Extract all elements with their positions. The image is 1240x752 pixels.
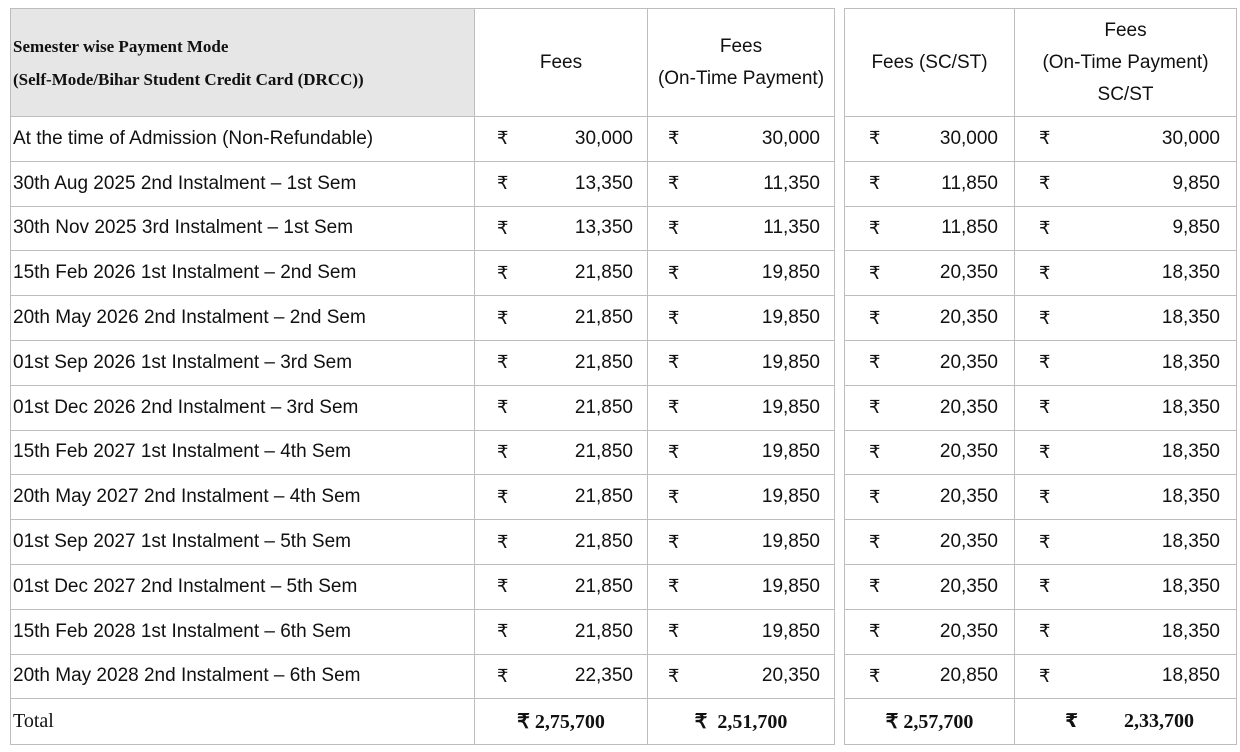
instalment-label: 15th Feb 2028 1st Instalment – 6th Sem [11,609,475,654]
instalment-label: 15th Feb 2026 1st Instalment – 2nd Sem [11,251,475,296]
fees-ontime-cell [648,206,835,251]
fees-ontime-scst-cell [1015,340,1237,385]
fees-ontime-scst-cell [1015,161,1237,206]
fees-ontime-cell-value: 19,850 [761,620,820,642]
fees-ontime-cell [648,117,835,162]
rupee-icon: ₹ [668,307,680,329]
fees-ontime-cell [648,654,835,699]
fees-ontime-cell-value: 11,350 [763,217,820,239]
table-row [845,385,1237,430]
rupee-icon: ₹ [1039,262,1051,284]
rupee-icon: ₹ [497,397,509,419]
fees-ontime-cell [648,520,835,565]
fees-ontime-scst-cell [1015,520,1237,565]
rupee-icon: ₹ [1039,217,1051,239]
fees-scst-cell [845,520,1015,565]
fees-scst-cell-value: 20,350 [939,486,998,508]
rupee-icon: ₹ [1039,397,1051,419]
rupee-icon: ₹ [668,621,680,643]
fees-scst-cell-value: 20,350 [939,396,998,418]
table-row [11,654,835,699]
rupee-icon: ₹ [1039,486,1051,508]
rupee-icon: ₹ [869,352,881,374]
rupee-icon: ₹ [668,486,680,508]
table-row [11,251,835,296]
rupee-icon: ₹ [497,352,509,374]
rupee-icon: ₹ [497,217,509,239]
instalment-label: 01st Dec 2026 2nd Instalment – 3rd Sem [11,385,475,430]
fees-ontime-cell-value: 19,850 [761,307,820,329]
rupee-icon: ₹ [1039,441,1051,463]
fees-ontime-scst-cell-value: 18,350 [1161,262,1220,284]
instalment-label: 01st Sep 2026 1st Instalment – 3rd Sem [11,340,475,385]
table-row [11,430,835,475]
rupee-icon: ₹ [668,531,680,553]
rupee-icon: ₹ [1039,173,1051,195]
table-row [845,251,1237,296]
rupee-icon: ₹ [869,621,881,643]
fees-scst-cell [845,564,1015,609]
fees-cell-value: 30,000 [574,127,633,149]
fees-ontime-cell-value: 11,350 [763,172,820,194]
fees-cell [475,117,648,162]
fees-ontime-scst-cell [1015,654,1237,699]
table-row [845,475,1237,520]
rupee-icon: ₹ [497,307,509,329]
rupee-icon: ₹ [497,576,509,598]
table-row [845,340,1237,385]
fees-ontime-scst-cell [1015,296,1237,341]
fees-ontime-scst-cell [1015,206,1237,251]
table-row [11,475,835,520]
rupee-icon: ₹ [869,217,881,239]
table-row [11,340,835,385]
fees-cell [475,520,648,565]
table-row [11,385,835,430]
fees-cell [475,609,648,654]
rupee-icon: ₹ [1039,352,1051,374]
fees-ontime-cell-value: 19,850 [761,575,820,597]
total-fees-scst: ₹ 2,57,700 [845,699,1015,745]
rupee-icon: ₹ [869,665,881,687]
rupee-icon: ₹ [1039,665,1051,687]
fees-scst-cell [845,609,1015,654]
instalment-label: 15th Feb 2027 1st Instalment – 4th Sem [11,430,475,475]
payment-mode-header [11,9,475,117]
fees-ontime-scst-cell-value: 18,350 [1161,351,1220,373]
rupee-icon: ₹ [869,531,881,553]
fees-cell-value: 13,350 [574,172,633,194]
fees-scst-cell-value: 20,850 [939,665,998,687]
fees-ontime-cell [648,564,835,609]
rupee-icon: ₹ [869,576,881,598]
fee-structure [10,8,1236,746]
fees-ontime-cell-value: 20,350 [761,665,820,687]
total-row-scst [845,699,1237,745]
fees-scst-cell-value: 20,350 [939,441,998,463]
rupee-icon: ₹ [668,128,680,150]
fees-ontime-scst-cell-value: 30,000 [1161,127,1220,149]
table-row [845,520,1237,565]
instalment-label: At the time of Admission (Non-Refundable) [11,117,475,162]
fees-ontime-cell-value: 19,850 [761,262,820,284]
fees-scst-cell [845,430,1015,475]
fees-scst-cell [845,385,1015,430]
fees-ontime-cell-value: 19,850 [761,531,820,553]
fees-scst-cell [845,206,1015,251]
rupee-icon: ₹ [1039,307,1051,329]
rupee-icon: ₹ [869,441,881,463]
rupee-icon: ₹ [869,128,881,150]
fees-cell-value: 21,850 [574,531,633,553]
fees-scst-cell-value: 11,850 [941,172,998,194]
rupee-icon: ₹ [1039,128,1051,150]
table-row [845,609,1237,654]
fees-scst-cell [845,251,1015,296]
fees-ontime-scst-cell-value: 18,350 [1161,531,1220,553]
fees-ontime-scst-cell-value: 18,350 [1161,486,1220,508]
table-row [845,430,1237,475]
fees-ontime-cell [648,609,835,654]
rupee-icon: ₹ [1039,531,1051,553]
rupee-icon: ₹ [1039,621,1051,643]
fees-scst-cell-value: 20,350 [939,262,998,284]
fees-scst-cell [845,340,1015,385]
instalment-label: 01st Sep 2027 1st Instalment – 5th Sem [11,520,475,565]
fees-ontime-cell [648,385,835,430]
rupee-icon: ₹ [668,665,680,687]
fees-cell [475,564,648,609]
fees-ontime-scst-cell [1015,385,1237,430]
table-row [11,609,835,654]
fees-scst-cell-value: 20,350 [939,307,998,329]
fees-ontime-scst-cell [1015,564,1237,609]
rupee-icon: ₹ [497,531,509,553]
table-row [11,206,835,251]
rupee-icon: ₹ [497,262,509,284]
fees-cell-value: 21,850 [574,351,633,373]
payment-mode-subtitle: (Self-Mode/Bihar Student Credit Card (DRCC)) [13,69,364,89]
instalment-label: 30th Nov 2025 3rd Instalment – 1st Sem [11,206,475,251]
fee-table-general [10,8,835,745]
fees-ontime-cell-value: 19,850 [761,396,820,418]
rupee-icon: ₹ [497,441,509,463]
fees-ontime-scst-cell [1015,475,1237,520]
rupee-icon: ₹ [1039,576,1051,598]
table-row [845,117,1237,162]
fees-ontime-cell [648,475,835,520]
fees-scst-cell-value: 20,350 [939,351,998,373]
fees-scst-header: Fees (SC/ST) [845,9,1015,117]
fees-ontime-scst-cell-value: 18,350 [1161,396,1220,418]
fees-scst-cell-value: 11,850 [941,217,998,239]
rupee-icon: ₹ [668,262,680,284]
fees-ontime-scst-cell-value: 18,850 [1161,665,1220,687]
fees-cell [475,251,648,296]
fees-scst-cell [845,161,1015,206]
fees-cell-value: 21,850 [574,307,633,329]
fees-ontime-scst-cell [1015,117,1237,162]
fees-ontime-cell-value: 19,850 [761,441,820,463]
instalment-label: 30th Aug 2025 2nd Instalment – 1st Sem [11,161,475,206]
rupee-icon: ₹ [497,486,509,508]
fees-scst-cell-value: 20,350 [939,575,998,597]
rupee-icon: ₹ [668,441,680,463]
fees-cell-value: 21,850 [574,262,633,284]
fees-cell [475,161,648,206]
fees-ontime-scst-cell-value: 18,350 [1161,441,1220,463]
instalment-label: 20th May 2026 2nd Instalment – 2nd Sem [11,296,475,341]
fees-ontime-cell [648,296,835,341]
total-fees-ontime-scst [1015,699,1237,745]
fees-cell [475,206,648,251]
rupee-icon: ₹ [668,576,680,598]
table-row [11,296,835,341]
rupee-icon: ₹ [668,217,680,239]
instalment-label: 20th May 2027 2nd Instalment – 4th Sem [11,475,475,520]
fees-ontime-cell-value: 30,000 [761,127,820,149]
fees-scst-cell [845,117,1015,162]
fees-cell [475,654,648,699]
fees-cell-value: 21,850 [574,575,633,597]
fees-cell-value: 21,850 [574,486,633,508]
total-fees-ontime: ₹ 2,51,700 [648,699,835,745]
fees-ontime-scst-cell-value: 9,850 [1172,172,1220,194]
fees-cell [475,430,648,475]
rupee-icon: ₹ [869,486,881,508]
instalment-label: 01st Dec 2027 2nd Instalment – 5th Sem [11,564,475,609]
table-row [845,654,1237,699]
table-row [845,161,1237,206]
fees-ontime-cell [648,340,835,385]
rupee-icon: ₹ [497,665,509,687]
fees-ontime-cell [648,251,835,296]
fees-header: Fees [475,9,648,117]
fees-ontime-scst-header: Fees (On-Time Payment) SC/ST [1015,9,1237,117]
rupee-icon: ₹ [497,173,509,195]
table-row [11,161,835,206]
fees-ontime-scst-cell [1015,609,1237,654]
fees-scst-cell [845,475,1015,520]
table-row [11,520,835,565]
table-row [11,117,835,162]
fees-cell-value: 13,350 [574,217,633,239]
rupee-icon: ₹ [1065,710,1079,733]
fees-cell-value: 21,850 [574,396,633,418]
rupee-icon: ₹ [668,352,680,374]
total-fees: ₹ 2,75,700 [475,699,648,745]
fees-ontime-cell [648,430,835,475]
fees-cell-value: 22,350 [574,665,633,687]
rupee-icon: ₹ [668,397,680,419]
fees-ontime-scst-cell-value: 18,350 [1161,575,1220,597]
total-row [11,699,835,745]
fees-cell [475,296,648,341]
total-fees-ontime-scst-value: 2,33,700 [1124,710,1194,733]
fees-scst-cell-value: 20,350 [939,620,998,642]
fees-ontime-header: Fees (On-Time Payment) [648,9,835,117]
fees-ontime-scst-cell [1015,251,1237,296]
fees-ontime-scst-cell-value: 9,850 [1172,217,1220,239]
fees-scst-cell [845,296,1015,341]
fees-ontime-cell [648,161,835,206]
instalment-label: 20th May 2028 2nd Instalment – 6th Sem [11,654,475,699]
rupee-icon: ₹ [869,173,881,195]
fees-cell-value: 21,850 [574,620,633,642]
fees-scst-cell-value: 30,000 [939,127,998,149]
fees-scst-cell [845,654,1015,699]
rupee-icon: ₹ [668,173,680,195]
payment-mode-title: Semester wise Payment Mode [13,36,229,56]
fee-table-scst [844,8,1237,745]
header-row [11,9,835,117]
fees-ontime-scst-cell-value: 18,350 [1161,620,1220,642]
fees-ontime-scst-cell-value: 18,350 [1161,307,1220,329]
fees-scst-cell-value: 20,350 [939,531,998,553]
table-row [845,564,1237,609]
fees-ontime-cell-value: 19,850 [761,486,820,508]
header-row-scst [845,9,1237,117]
fees-cell [475,385,648,430]
fees-ontime-scst-cell [1015,430,1237,475]
table-row [845,296,1237,341]
total-label: Total [11,699,475,745]
fees-cell [475,340,648,385]
fees-cell-value: 21,850 [574,441,633,463]
table-row [11,564,835,609]
rupee-icon: ₹ [869,262,881,284]
rupee-icon: ₹ [869,307,881,329]
rupee-icon: ₹ [497,128,509,150]
rupee-icon: ₹ [497,621,509,643]
rupee-icon: ₹ [869,397,881,419]
fees-cell [475,475,648,520]
fees-ontime-cell-value: 19,850 [761,351,820,373]
table-row [845,206,1237,251]
